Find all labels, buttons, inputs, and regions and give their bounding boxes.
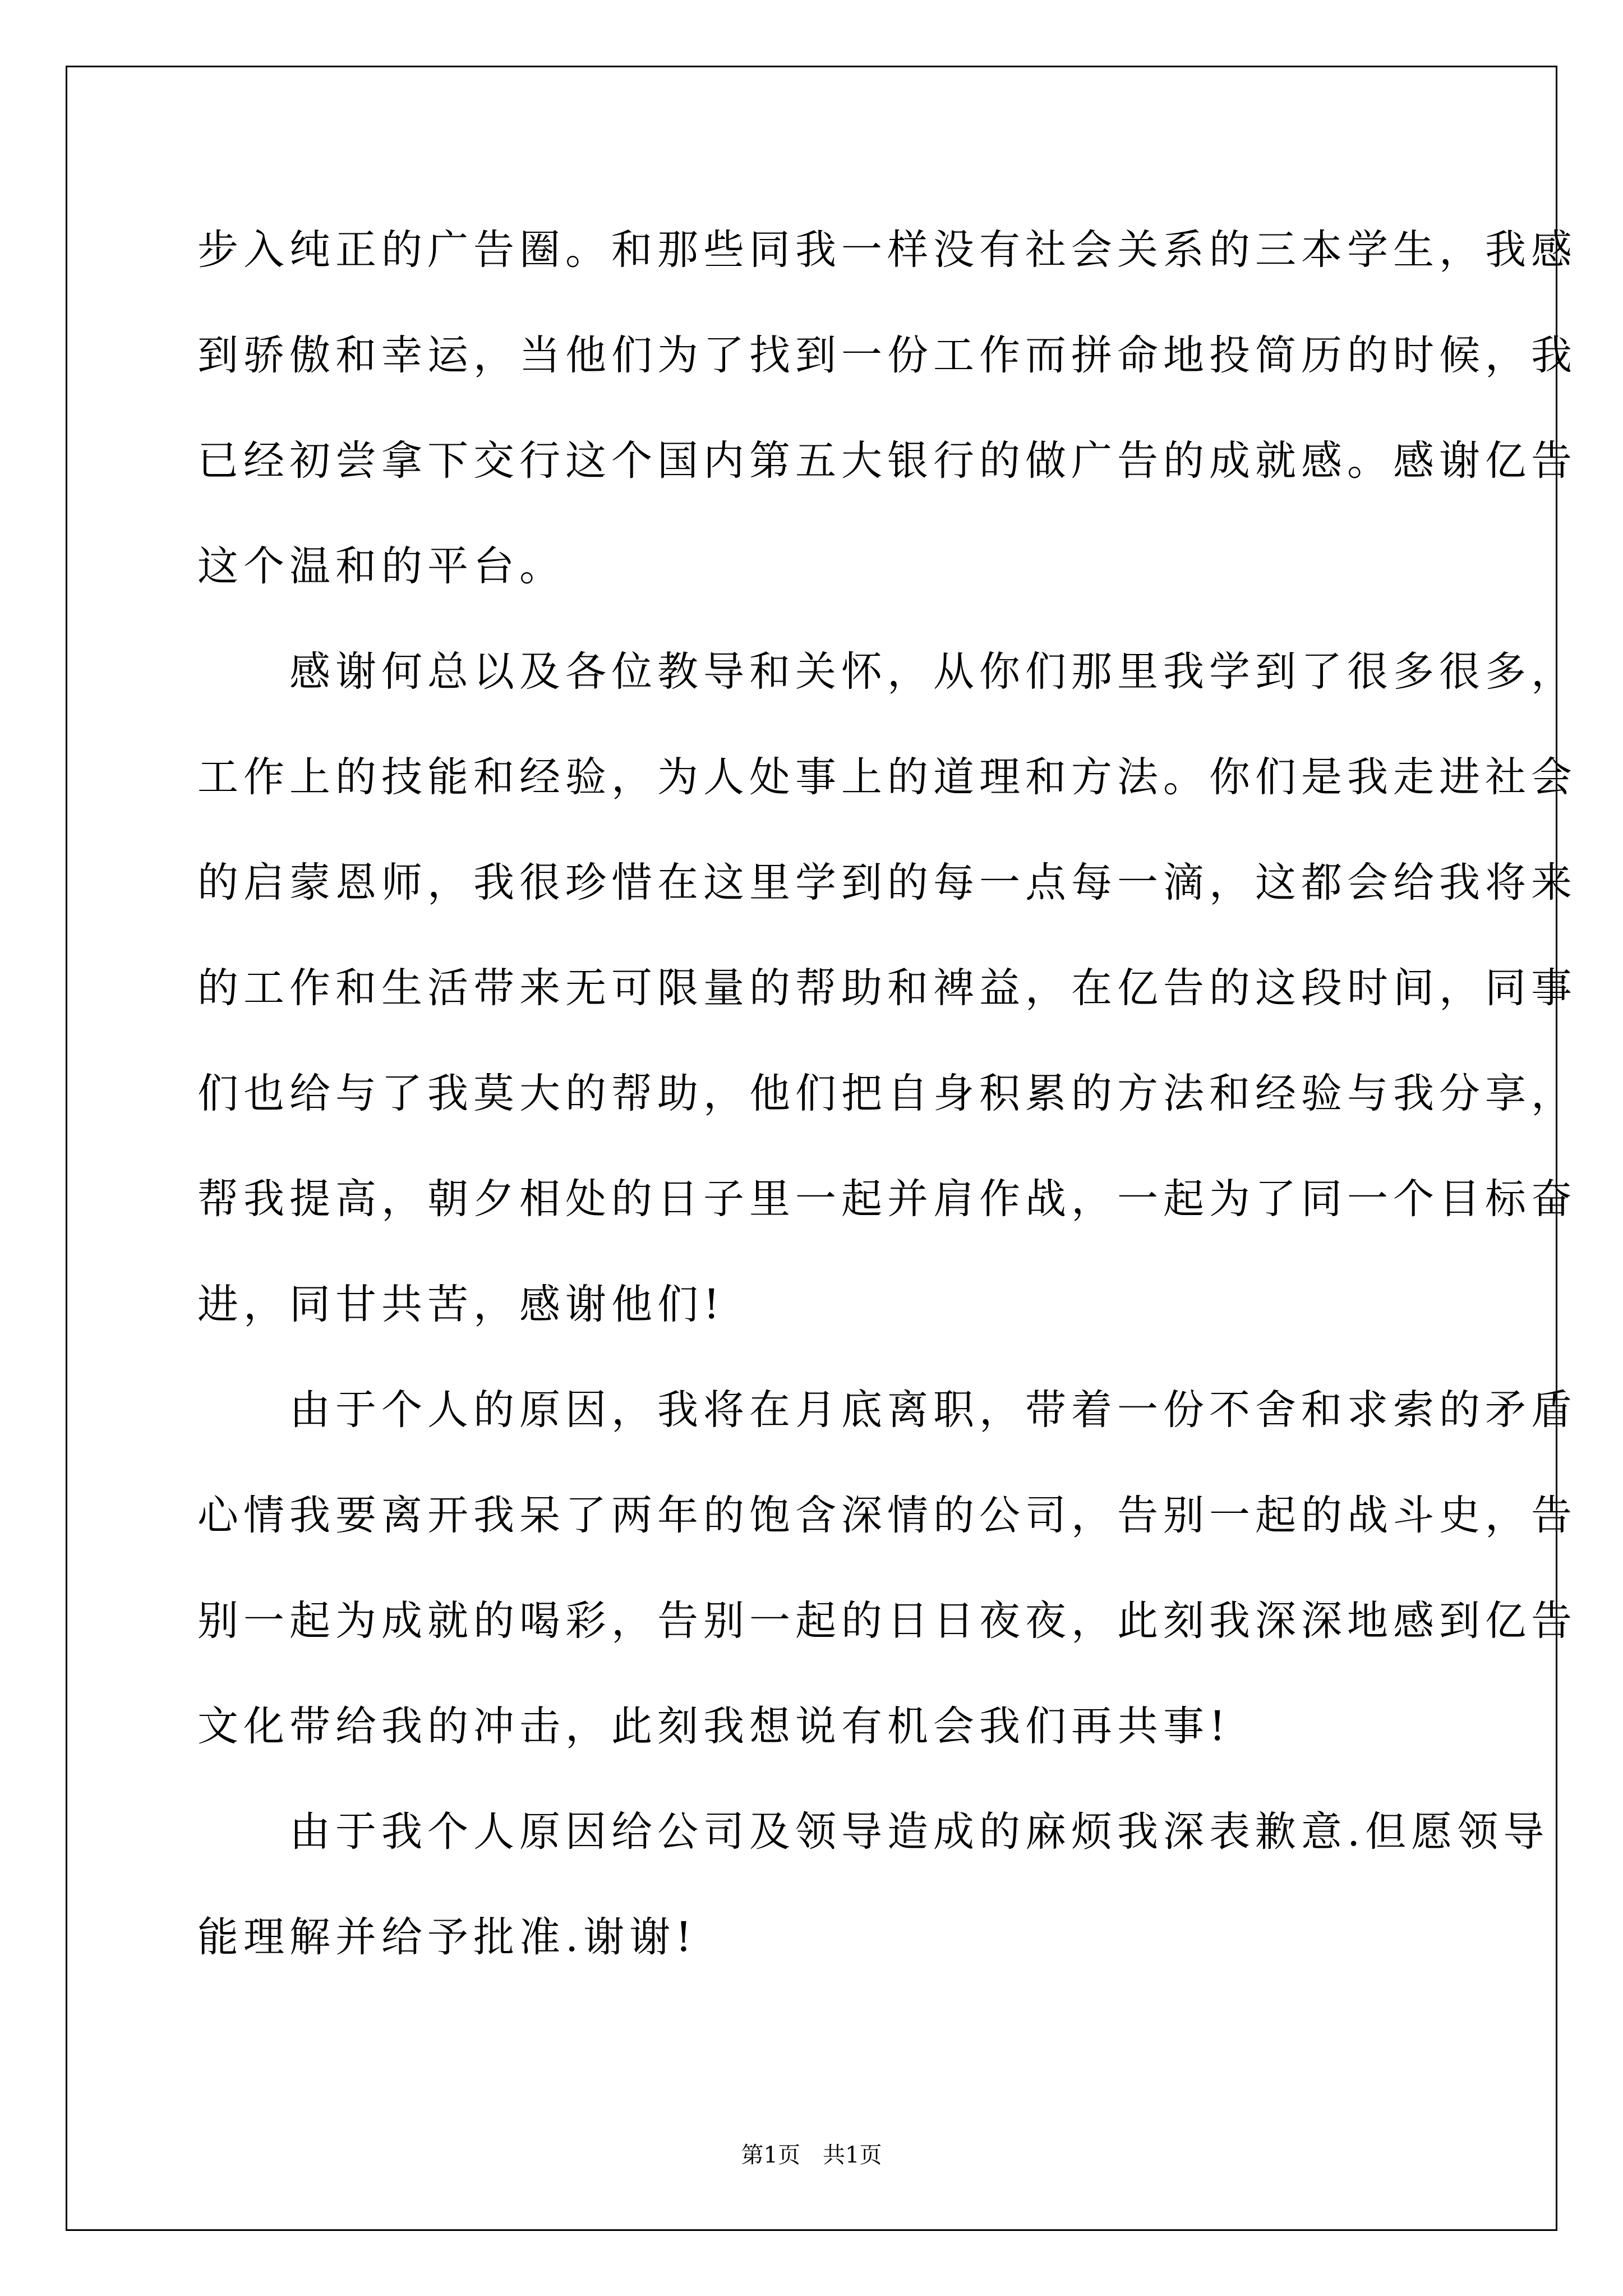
text-line: 已经初尝拿下交行这个国内第五大银行的做广告的成就感。感谢亿告 xyxy=(197,437,1577,485)
text-line: 的启蒙恩师，我很珍惜在这里学到的每一点每一滴，这都会给我将来 xyxy=(197,859,1577,907)
text-line: 进，同甘共苦，感谢他们! xyxy=(197,1281,725,1328)
text-line: 工作上的技能和经验，为人处事上的道理和方法。你们是我走进社会 xyxy=(197,753,1577,801)
text-line: 步入纯正的广告圈。和那些同我一样没有社会关系的三本学生，我感 xyxy=(197,226,1577,274)
text-line: 帮我提高，朝夕相处的日子里一起并肩作战，一起为了同一个目标奋 xyxy=(197,1175,1577,1223)
text-line: 感谢何总以及各位教导和关怀，从你们那里我学到了很多很多， xyxy=(197,648,1577,696)
text-line: 能理解并给予批准.谢谢! xyxy=(197,1913,697,1961)
document-body xyxy=(197,197,1577,1990)
text-line: 由于我个人原因给公司及领导造成的麻烦我深表歉意.但愿领导 xyxy=(197,1808,1550,1856)
text-line: 这个温和的平台。 xyxy=(197,542,565,590)
text-line: 由于个人的原因，我将在月底离职，带着一份不舍和求索的矛盾 xyxy=(197,1386,1577,1434)
text-line: 心情我要离开我呆了两年的饱含深情的公司，告别一起的战斗史，告 xyxy=(197,1492,1577,1539)
text-line: 到骄傲和幸运，当他们为了找到一份工作而拼命地投简历的时候，我 xyxy=(197,332,1577,379)
text-line: 文化带给我的冲击，此刻我想说有机会我们再共事! xyxy=(197,1703,1231,1750)
text-line: 别一起为成就的喝彩，告别一起的日日夜夜，此刻我深深地感到亿告 xyxy=(197,1597,1577,1645)
page-number-footer: 第1页 共1页 xyxy=(741,2142,882,2168)
text-line: 的工作和生活带来无可限量的帮助和裨益，在亿告的这段时间，同事 xyxy=(197,964,1577,1012)
text-line: 们也给与了我莫大的帮助，他们把自身积累的方法和经验与我分享， xyxy=(197,1070,1577,1117)
